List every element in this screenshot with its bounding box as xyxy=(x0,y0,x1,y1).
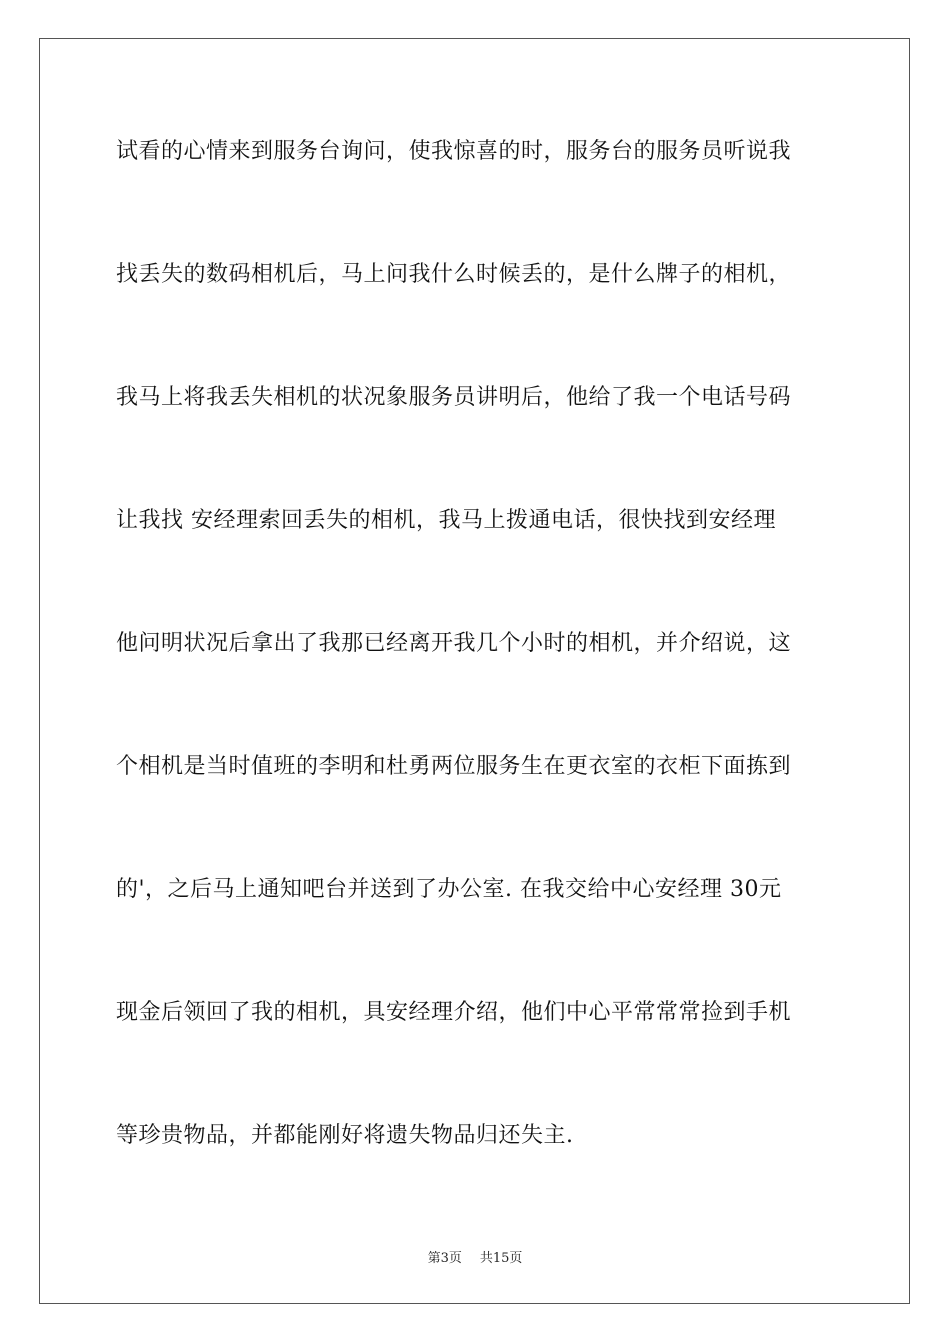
page-number: 第3页 xyxy=(427,1251,462,1266)
page-footer xyxy=(0,1247,950,1266)
text-line: 现金后领回了我的相机，具安经理介绍，他们中心平常常常捡到手机 xyxy=(116,1000,792,1025)
text-line: 找丢失的数码相机后，马上问我什么时候丢的，是什么牌子的相机， xyxy=(116,262,792,287)
text-line: 个相机是当时值班的李明和杜勇两位服务生在更衣室的衣柜下面拣到 xyxy=(116,754,792,779)
document-body xyxy=(116,129,832,1236)
page-total: 共15页 xyxy=(479,1251,523,1266)
text-line: 让我找 安经理索回丢失的相机，我马上拨通电话，很快找到安经理 xyxy=(116,508,776,533)
text-line: 的'，之后马上通知吧台并送到了办公室. 在我交给中心安经理 30元 xyxy=(116,877,782,902)
text-line: 我马上将我丢失相机的状况象服务员讲明后，他给了我一个电话号码 xyxy=(116,385,792,410)
text-line: 试看的心情来到服务台询问，使我惊喜的时，服务台的服务员听说我 xyxy=(116,139,792,164)
text-line: 他问明状况后拿出了我那已经离开我几个小时的相机，并介绍说，这 xyxy=(116,631,792,656)
text-line: 等珍贵物品，并都能刚好将遗失物品归还失主. xyxy=(116,1123,574,1148)
